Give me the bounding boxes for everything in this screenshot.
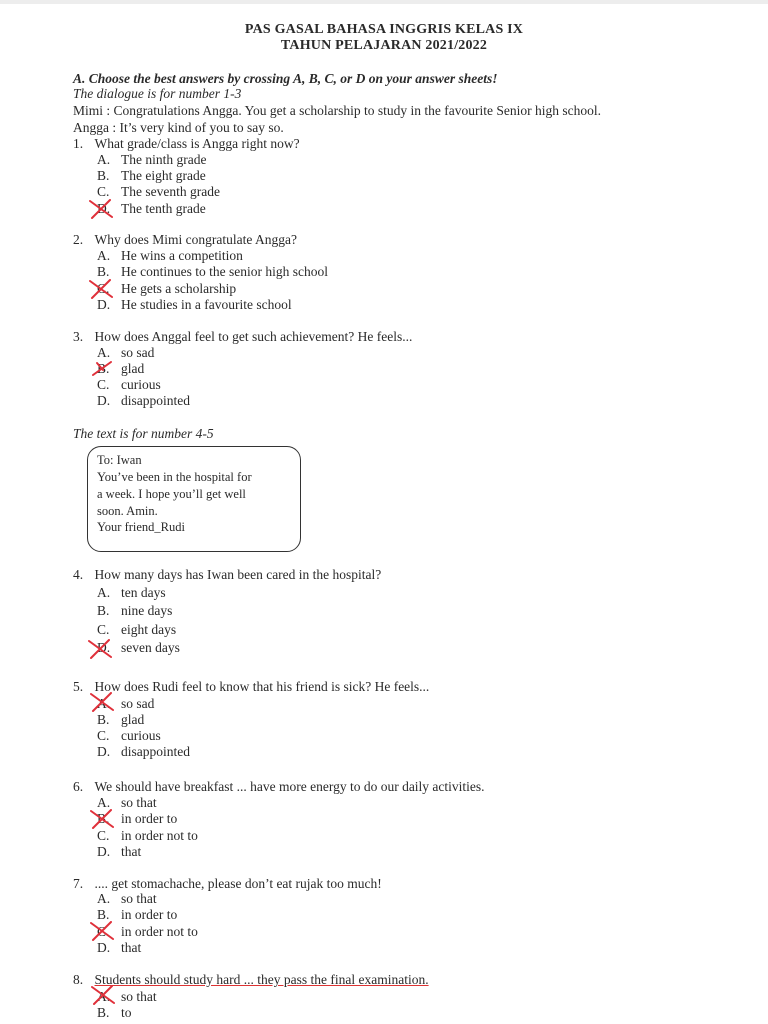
option-letter: A. <box>97 696 111 711</box>
option-letter: D. <box>97 393 111 408</box>
q3-option-a[interactable] <box>97 345 154 361</box>
q1-option-d[interactable] <box>97 201 206 217</box>
letter-line: soon. Amin. <box>97 504 158 518</box>
option-letter: C. <box>97 281 110 296</box>
q4-option-b[interactable] <box>97 603 172 619</box>
q7-option-d[interactable] <box>97 940 141 956</box>
option-text: He studies in a favourite school <box>121 297 292 312</box>
q2-option-c[interactable] <box>97 281 236 297</box>
option-text: glad <box>121 361 145 376</box>
q4-option-c[interactable] <box>97 622 176 638</box>
option-text: disappointed <box>121 393 190 408</box>
option-text: curious <box>121 377 161 392</box>
option-letter: A. <box>97 585 111 600</box>
q1-option-b[interactable] <box>97 168 206 184</box>
q3-option-d[interactable] <box>97 393 190 409</box>
question-7 <box>73 876 382 892</box>
option-text: The tenth grade <box>121 201 206 216</box>
option-text: so that <box>121 989 157 1004</box>
question-text: How does Anggal feel to get such achievement? He feels... <box>94 329 413 344</box>
top-edge <box>0 0 768 4</box>
option-text: curious <box>121 728 161 743</box>
option-text: in order to <box>121 811 178 826</box>
option-letter: D. <box>97 940 111 955</box>
q5-option-d[interactable] <box>97 744 190 760</box>
option-text: disappointed <box>121 744 190 759</box>
option-letter: A. <box>97 152 111 167</box>
question-number: 6. <box>73 779 84 794</box>
option-letter: B. <box>97 811 110 826</box>
question-text: .... get stomachache, please don’t eat rujak too much! <box>94 876 382 891</box>
option-letter: A. <box>97 248 111 263</box>
letter-line: Your friend_Rudi <box>97 520 185 534</box>
question-number: 5. <box>73 679 84 694</box>
exam-title: PAS GASAL BAHASA INGGRIS KELAS IX <box>244 22 524 37</box>
question-number: 2. <box>73 232 84 247</box>
q6-option-c[interactable] <box>97 828 198 844</box>
option-letter: C. <box>97 377 110 392</box>
q2-option-b[interactable] <box>97 264 328 280</box>
q4-option-d[interactable] <box>97 640 180 656</box>
option-text: ten days <box>121 585 166 600</box>
option-text: in order not to <box>121 924 198 939</box>
option-letter: B. <box>97 712 110 727</box>
option-text: seven days <box>121 640 180 655</box>
q2-option-a[interactable] <box>97 248 243 264</box>
option-letter: B. <box>97 1005 110 1020</box>
option-letter: A. <box>97 795 111 810</box>
option-letter: B. <box>97 264 110 279</box>
question-2 <box>73 232 297 248</box>
option-letter: C. <box>97 828 110 843</box>
option-text: The eight grade <box>121 168 206 183</box>
question-1 <box>73 136 300 152</box>
q4-option-a[interactable] <box>97 585 166 601</box>
question-5 <box>73 679 429 695</box>
q7-option-b[interactable] <box>97 907 177 923</box>
option-text: so that <box>121 891 157 906</box>
option-text: to <box>121 1005 132 1020</box>
option-text: eight days <box>121 622 177 637</box>
letter-line: To: Iwan <box>97 453 142 467</box>
q1-option-c[interactable] <box>97 184 220 200</box>
option-letter: B. <box>97 168 110 183</box>
option-letter: B. <box>97 907 110 922</box>
question-text: How does Rudi feel to know that his friend is sick? He feels... <box>94 679 430 694</box>
q7-option-c[interactable] <box>97 924 198 940</box>
q8-option-a[interactable] <box>97 989 157 1005</box>
option-text: He continues to the senior high school <box>121 264 328 279</box>
question-text: We should have breakfast ... have more energy to do our daily activities. <box>94 779 485 794</box>
q8-option-b[interactable] <box>97 1005 132 1021</box>
question-number: 8. <box>73 972 84 987</box>
question-text: Why does Mimi congratulate Angga? <box>94 232 297 247</box>
question-number: 1. <box>73 136 84 151</box>
option-letter: B. <box>97 361 110 376</box>
question-3 <box>73 329 412 345</box>
letter-box <box>87 446 301 552</box>
option-text: nine days <box>121 603 173 618</box>
q6-option-a[interactable] <box>97 795 157 811</box>
option-letter: D. <box>97 201 111 216</box>
q2-option-d[interactable] <box>97 297 292 313</box>
option-text: The ninth grade <box>121 152 207 167</box>
q3-option-c[interactable] <box>97 377 161 393</box>
q6-option-d[interactable] <box>97 844 141 860</box>
option-text: He gets a scholarship <box>121 281 237 296</box>
question-number: 7. <box>73 876 84 891</box>
option-letter: C. <box>97 622 110 637</box>
option-text: so sad <box>121 345 155 360</box>
q6-option-b[interactable] <box>97 811 177 827</box>
question-8 <box>73 972 429 988</box>
section-instruction: A. Choose the best answers by crossing A, B, C, or D on your answer sheets! <box>73 71 498 86</box>
question-text: How many days has Iwan been cared in the hospital? <box>94 567 382 582</box>
option-text: that <box>121 844 142 859</box>
dialogue-line-angga: Angga : It’s very kind of you to say so. <box>73 120 284 135</box>
question-number: 3. <box>73 329 84 344</box>
option-letter: A. <box>97 989 111 1004</box>
q1-option-a[interactable] <box>97 152 206 168</box>
q5-option-b[interactable] <box>97 712 144 728</box>
letter-line: You’ve been in the hospital for <box>97 470 252 484</box>
option-text: glad <box>121 712 145 727</box>
option-letter: A. <box>97 345 111 360</box>
option-letter: D. <box>97 297 111 312</box>
question-text: What grade/class is Angga right now? <box>94 136 300 151</box>
question-number: 4. <box>73 567 84 582</box>
option-text: so sad <box>121 696 155 711</box>
option-letter: B. <box>97 603 110 618</box>
dialogue-intro: The dialogue is for number 1-3 <box>73 86 242 101</box>
option-letter: A. <box>97 891 111 906</box>
option-letter: D. <box>97 844 111 859</box>
question-6 <box>73 779 485 795</box>
option-letter: C. <box>97 728 110 743</box>
option-text: that <box>121 940 142 955</box>
option-text: in order not to <box>121 828 198 843</box>
option-letter: C. <box>97 924 110 939</box>
option-text: so that <box>121 795 157 810</box>
option-letter: C. <box>97 184 110 199</box>
option-text: in order to <box>121 907 178 922</box>
option-text: The seventh grade <box>121 184 220 199</box>
q7-option-a[interactable] <box>97 891 157 907</box>
question-text: Students should study hard ... they pass the final examination. <box>94 972 429 987</box>
option-text: He wins a competition <box>121 248 243 263</box>
q5-option-a[interactable] <box>97 696 154 712</box>
letter-line: a week. I hope you’ll get well <box>97 487 246 501</box>
option-letter: D. <box>97 744 111 759</box>
q3-option-b[interactable] <box>97 361 144 377</box>
dialogue-line-mimi: Mimi : Congratulations Angga. You get a scholarship to study in the favourite Senior high school. <box>73 103 601 118</box>
text-intro: The text is for number 4-5 <box>73 426 214 441</box>
exam-year: TAHUN PELAJARAN 2021/2022 <box>280 38 488 53</box>
option-letter: D. <box>97 640 111 655</box>
question-4 <box>73 567 381 583</box>
q5-option-c[interactable] <box>97 728 161 744</box>
